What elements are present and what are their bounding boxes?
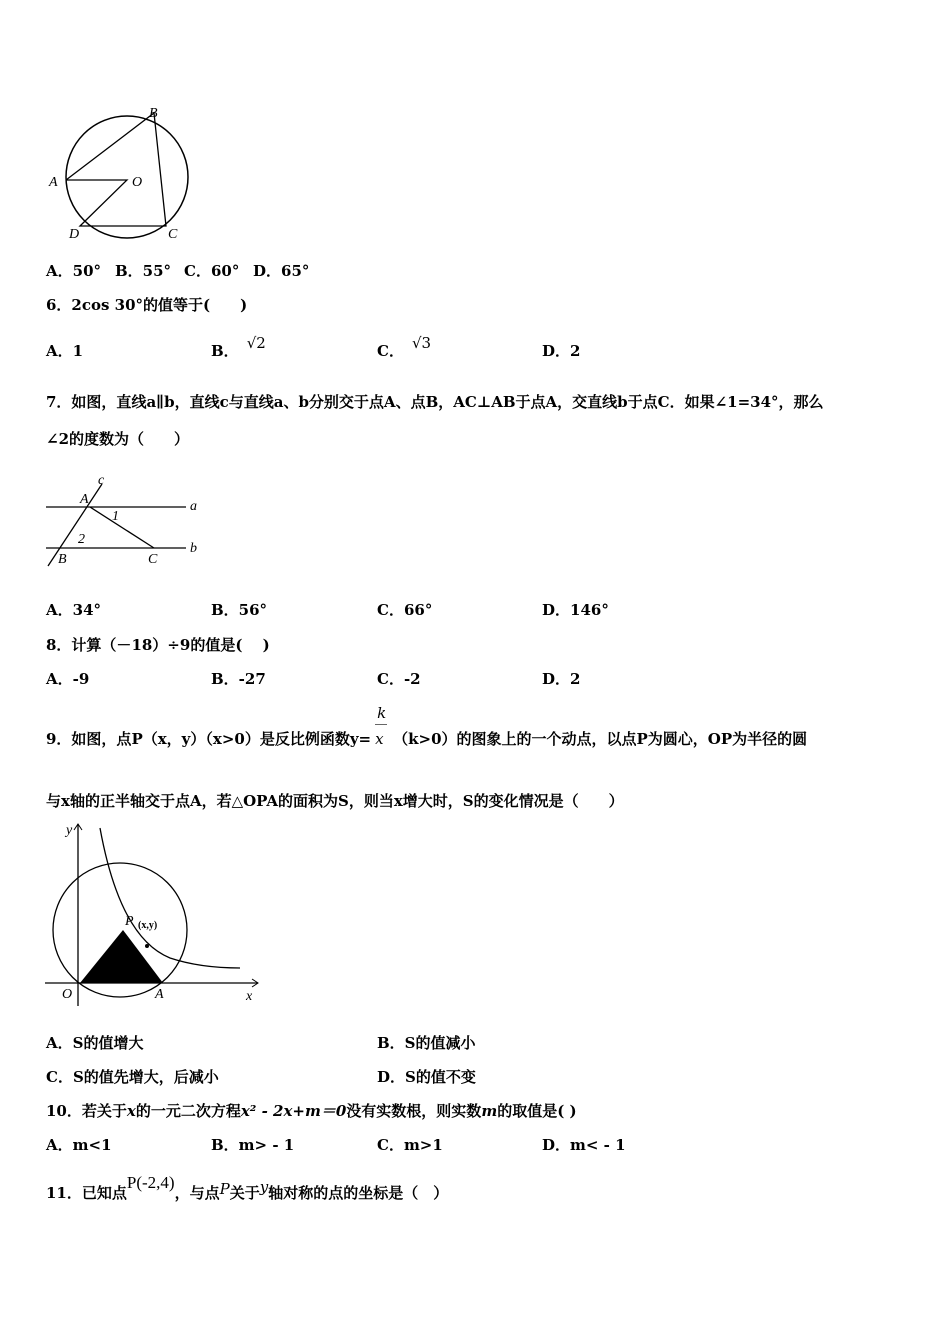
q5-option-a: A．50°: [46, 262, 102, 280]
q8-option-b: B．-27: [211, 670, 266, 688]
circle-figure: [44, 100, 204, 245]
label-P: P: [125, 914, 134, 929]
label-D: D: [69, 227, 80, 242]
q10-option-a: A．m<1: [46, 1136, 112, 1154]
q6-stem: 6．2cos 30°的值等于( ): [46, 296, 248, 314]
label-B: B: [149, 106, 158, 121]
q8-option-c: C．-2: [377, 670, 421, 688]
label-x: x: [246, 989, 253, 1004]
label-y: y: [66, 823, 73, 838]
q10-option-d: D．m< - 1: [542, 1136, 626, 1154]
label-xy: (x,y): [138, 920, 158, 931]
q9-option-c: C．S的值先增大，后减小: [46, 1068, 219, 1086]
q11-stem: 11．已知点P(-2,4)，与点P关于y轴对称的点的坐标是（ ）: [46, 1173, 449, 1202]
q8-option-d: D．2: [542, 670, 581, 688]
q9-option-d: D．S的值不变: [377, 1068, 476, 1086]
hyperbola-circle-figure: [40, 818, 265, 1008]
q9-option-b: B．S的值减小: [377, 1034, 476, 1052]
label-A: A: [80, 492, 89, 507]
label-c: c: [98, 473, 105, 488]
label-C: C: [168, 227, 178, 242]
q6-option-d: D．2: [542, 342, 581, 360]
q10-option-b: B．m> - 1: [211, 1136, 295, 1154]
q9-option-a: A．S的值增大: [46, 1034, 144, 1052]
label-B: B: [58, 552, 67, 567]
q5-option-c: C．60°: [184, 262, 240, 280]
q6-option-a: A．1: [46, 342, 84, 360]
q10-option-c: C．m>1: [377, 1136, 443, 1154]
q5-option-b: B．55°: [115, 262, 172, 280]
q8-stem: 8．计算（－18）÷9的值是( ): [46, 636, 270, 654]
label-2: 2: [78, 532, 85, 547]
label-A: A: [155, 987, 164, 1002]
q7-option-c: C．66°: [377, 601, 433, 619]
q7-option-d: D．146°: [542, 601, 609, 619]
parallel-lines-figure: [44, 470, 209, 570]
q9-stem-line1: 9．如图，点P（x，y）（x>0）是反比例函数y= $\frac{k}{x} (k>0)$的图象上的一个动点，以点P为圆心，OP为半径的圆: [46, 704, 808, 748]
label-O: O: [62, 987, 73, 1002]
label-b: b: [190, 541, 197, 556]
q5-option-d: D．65°: [253, 262, 310, 280]
label-C: C: [148, 552, 158, 567]
q7-stem-line2: ∠2的度数为（ ）: [46, 430, 190, 448]
q8-option-a: A．-9: [46, 670, 90, 688]
q10-stem: 10．若关于x的一元二次方程x² - 2x+m＝0没有实数根，则实数m的取值是( ): [46, 1102, 577, 1120]
label-a: a: [190, 499, 197, 514]
label-O: O: [132, 175, 143, 190]
label-1: 1: [112, 509, 119, 524]
q7-stem-line1: 7．如图，直线a∥b，直线c与直线a、b分别交于点A、点B，AC⊥AB于点A，交直线b于点C．如果∠1=34°，那么: [46, 393, 824, 411]
q7-option-b: B．56°: [211, 601, 268, 619]
q9-stem-line2: 与x轴的正半轴交于点A，若△OPA的面积为S，则当x增大时，S的变化情况是（ ）: [46, 792, 624, 810]
q6-option-c: C． √3: [377, 334, 432, 360]
label-A: A: [49, 175, 58, 190]
q6-option-b: B． √2: [211, 334, 266, 360]
q7-option-a: A．34°: [46, 601, 102, 619]
